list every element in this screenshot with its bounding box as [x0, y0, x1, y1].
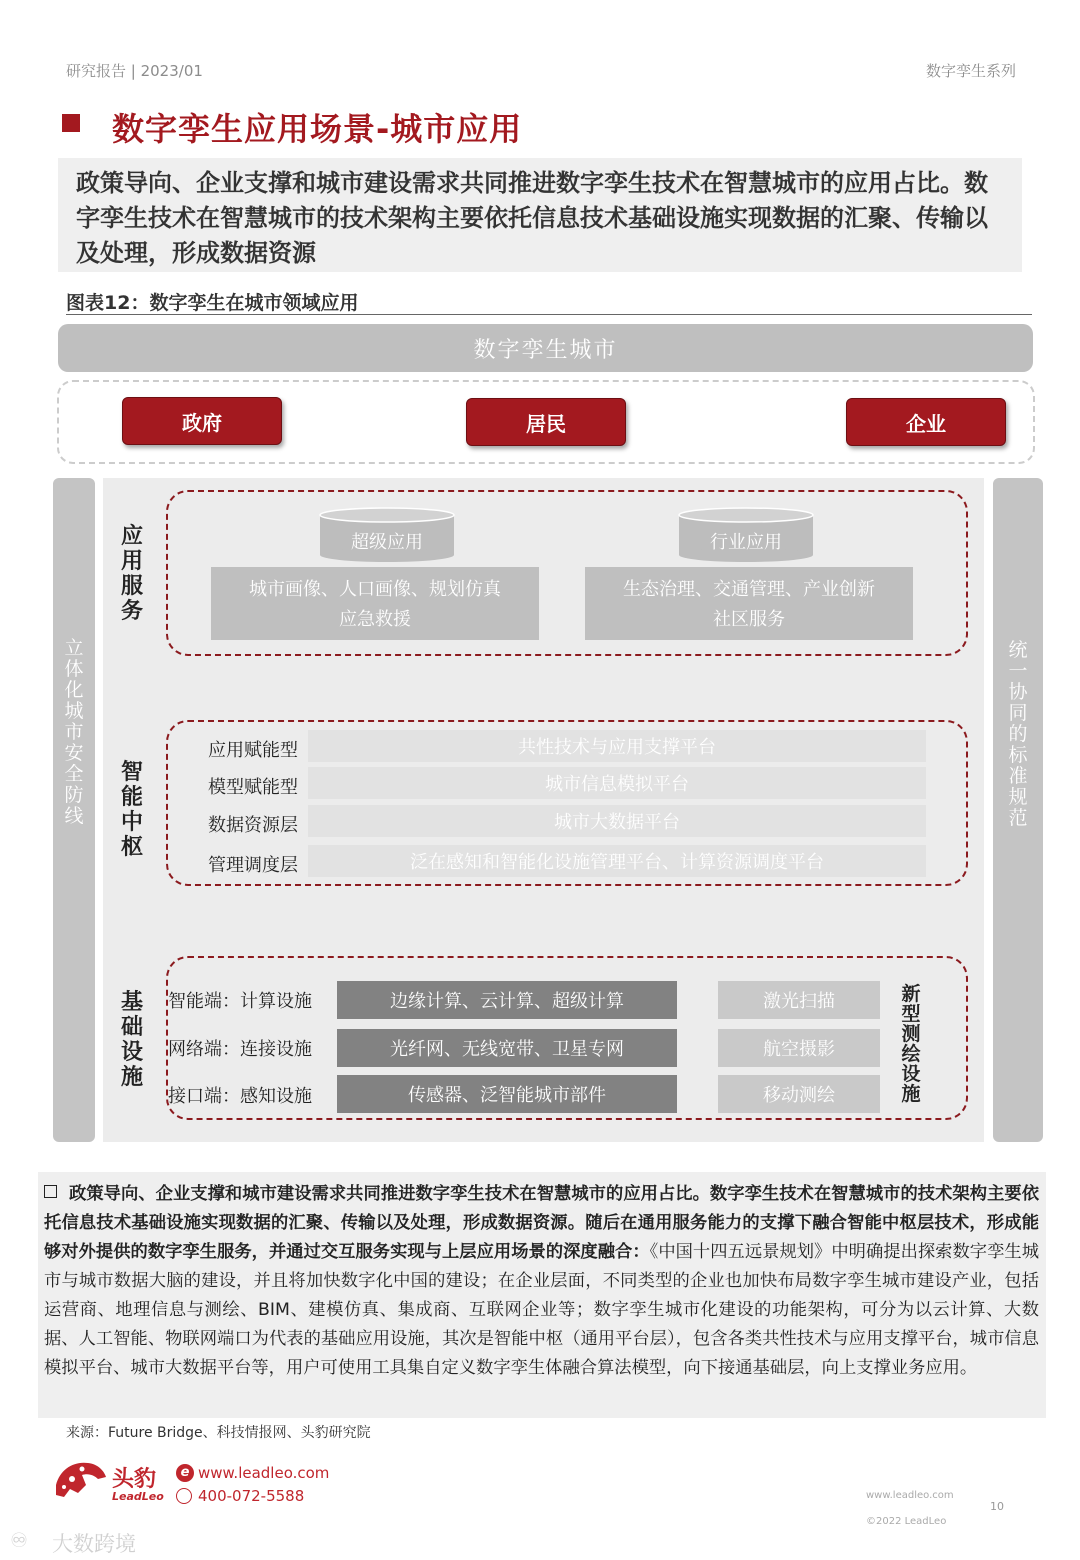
user-enterprise: 企业 [846, 398, 1006, 446]
series-label: 数字孪生系列 [925, 62, 1016, 80]
page-title: 数字孪生应用场景-城市应用 [112, 110, 523, 148]
website-link[interactable]: www.leadleo.com [198, 1464, 330, 1482]
phone-number: 400-072-5588 [198, 1487, 305, 1505]
watermark-icon: ♾ [10, 1528, 28, 1552]
app-service-label: 应用服务 [120, 524, 143, 624]
page-number: 10 [990, 1500, 1004, 1513]
left-side-label: 立体化城市安全防线 [64, 637, 84, 827]
title-marker [62, 114, 80, 132]
watermark-text: 大数跨境 [52, 1532, 136, 1556]
infra-row-label: 智能端：计算设施 [168, 991, 312, 1012]
web-icon: e [176, 1464, 194, 1482]
footer-copyright: ©2022 LeadLeo [866, 1516, 947, 1527]
hub-label: 智能中枢 [120, 760, 143, 860]
new-mapping-label: 新型测绘设施 [901, 983, 921, 1105]
infra-row-bar: 边缘计算、云计算、超级计算 [337, 981, 677, 1019]
phone-icon [176, 1488, 192, 1504]
mapping-item: 激光扫描 [718, 981, 880, 1019]
hub-row-label: 管理调度层 [208, 855, 298, 876]
hub-row-bar: 泛在感知和智能化设施管理平台、计算资源调度平台 [308, 845, 926, 877]
user-government: 政府 [122, 397, 282, 445]
checkbox-icon [44, 1185, 57, 1198]
super-app-item: 应急救援 [339, 609, 411, 630]
hub-row-bar: 城市大数据平台 [308, 805, 926, 837]
industry-app-item: 社区服务 [713, 609, 785, 630]
hub-row-bar: 城市信息模拟平台 [308, 767, 926, 799]
mapping-item: 移动测绘 [718, 1075, 880, 1113]
infra-row-label: 接口端：感知设施 [168, 1086, 312, 1107]
right-side-label: 统一协同的标准规范 [1008, 639, 1028, 829]
infra-label: 基础设施 [120, 990, 143, 1090]
hub-row-bar: 共性技术与应用支撑平台 [308, 730, 926, 762]
infra-row-bar: 光纤网、无线宽带、卫星专网 [337, 1029, 677, 1067]
mapping-item: 航空摄影 [718, 1029, 880, 1067]
hub-row-label: 模型赋能型 [208, 777, 298, 798]
hub-row-label: 数据资源层 [208, 815, 298, 836]
digital-twin-city-bar: 数字孪生城市 [58, 324, 1033, 372]
industry-app-label: 行业应用 [710, 532, 782, 553]
footer-site: www.leadleo.com [866, 1490, 954, 1501]
figure-title: 图表12：数字孪生在城市领域应用 [66, 292, 359, 314]
report-label: 研究报告 | 2023/01 [66, 62, 203, 80]
left-side-bar [53, 478, 95, 1142]
note-normal: 《中国十四五远景规划》中明确提出探索数字孪生城市与城市数据大脑的建设，并且将加快数字化中国的建设；在企业层面，不同类型的企业也加快布局数字孪生城市建设产业，包括运营商、地理信息与测绘、BIM、建模仿真、集成商、互联网企业等；数字孪生城市化建设的功能架构，可分为以云计算、大数据、人工智能、物联网端口为代表的基础应用设施，其次是智能中枢（通用平台层），包含各类共性技术与应用支撑平台，城市信息模拟平台、城市大数据平台等，用户可使用工具集自定义数字孪生体融合算法模型，向下接通基础层，向上支撑业务应用。 [44, 1242, 1039, 1378]
summary-text: 政策导向、企业支撑和城市建设需求共同推进数字孪生技术在智慧城市的应用占比。数字孪生技术在智慧城市的技术架构主要依托信息技术基础设施实现数据的汇聚、传输以及处理，形成数据资源 [76, 169, 988, 267]
source-text: 来源：Future Bridge、科技情报网、头豹研究院 [66, 1425, 371, 1441]
brand-logo-text: 头豹 [112, 1467, 157, 1492]
note-bold: 政策导向、企业支撑和城市建设需求共同推进数字孪生技术在智慧城市的应用占比。数字孪生技术在智慧城市的技术架构主要依托信息技术基础设施实现数据的汇聚、传输以及处理，形成数据资源。随后在通用服务能力的支撑下融合智能中枢层技术，形成能够对外提供的数字孪生服务，并通过交互服务实现与上层应用场景的深度融合： [44, 1184, 1039, 1262]
super-app-items [211, 567, 539, 640]
brand-logo-sub: LeadLeo [112, 1490, 164, 1503]
right-side-bar [993, 478, 1043, 1142]
industry-app-item: 生态治理、交通管理、产业创新 [623, 579, 875, 600]
figure-divider [66, 314, 1032, 315]
infra-row-bar: 传感器、泛智能城市部件 [337, 1075, 677, 1113]
industry-app-items [585, 567, 913, 640]
leopard-logo-icon [52, 1455, 108, 1501]
hub-row-label: 应用赋能型 [208, 740, 298, 761]
note-text [44, 1180, 1039, 1383]
super-app-item: 城市画像、人口画像、规划仿真 [249, 579, 501, 600]
user-residents: 居民 [466, 398, 626, 446]
super-app-label: 超级应用 [351, 532, 423, 553]
infra-row-label: 网络端：连接设施 [168, 1039, 312, 1060]
